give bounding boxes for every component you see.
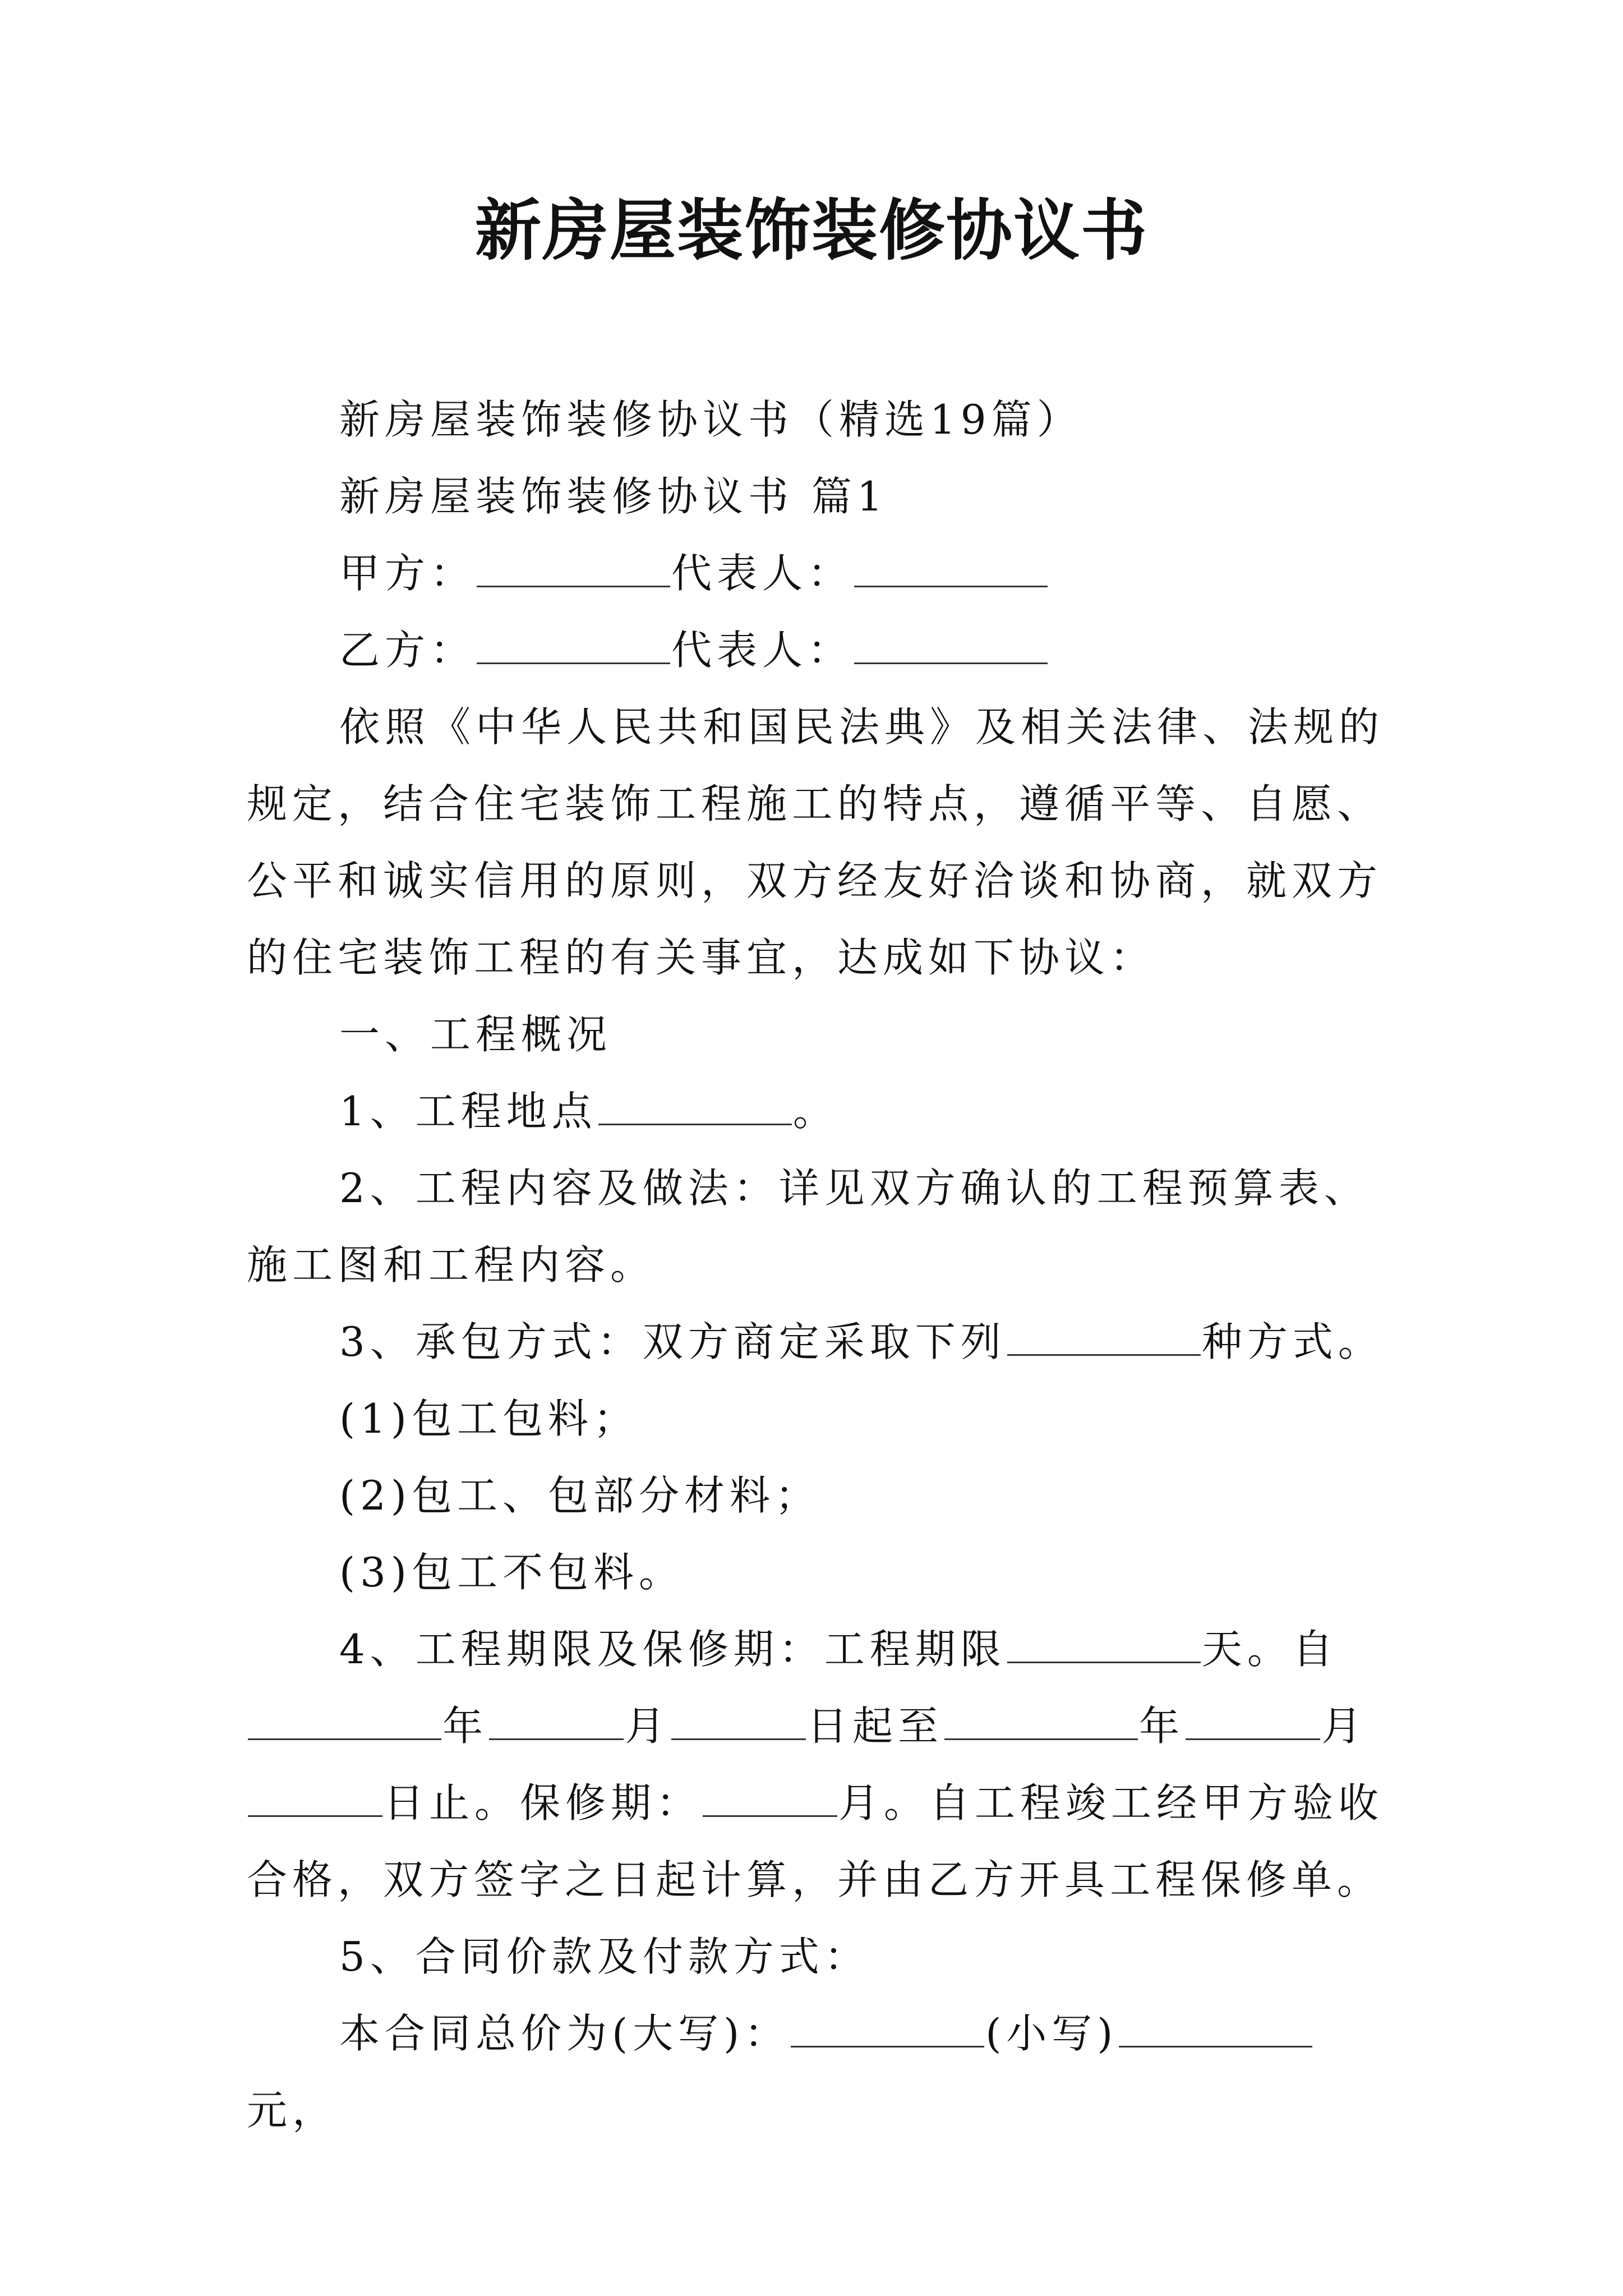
party-b-representative-label: 代表人： <box>671 627 854 674</box>
start-year-blank <box>248 1700 441 1740</box>
intro-paragraph: 依照《中华人民共和国民法典》及相关法律、法规的规定，结合住宅装饰工程施工的特点，遵循平等、自愿、公平和诚实信用的原则，双方经友好洽谈和协商，就双方的住宅装饰工程的有关事宜，达成如下协议： <box>247 703 1385 981</box>
option-2: (2)包工、包部分材料； <box>339 1472 820 1519</box>
party-b-blank <box>477 624 670 664</box>
document-body <box>247 381 1385 2149</box>
item-5-price: 5、合同价款及付款方式： <box>339 1933 870 1980</box>
item-1-suffix: 。 <box>792 1088 838 1135</box>
days-blank <box>1007 1623 1201 1663</box>
item-3-prefix: 3、承包方式：双方商定采取下列 <box>339 1318 1006 1365</box>
item-4-a: 4、工程期限及保修期：工程期限 <box>339 1626 1006 1673</box>
item-1-prefix: 1、工程地点 <box>339 1088 597 1135</box>
start-month-blank <box>489 1700 624 1740</box>
end-month-blank <box>1186 1700 1320 1740</box>
end-year-label: 年 <box>1139 1703 1185 1750</box>
party-b-line <box>247 612 1385 689</box>
item-4-c: 日起至 <box>807 1703 944 1750</box>
warranty-months-blank <box>703 1777 837 1817</box>
item-4-period <box>247 1611 1385 1918</box>
section-title: 新房屋装饰装修协议书 篇1 <box>339 473 888 520</box>
price-uppercase-blank <box>791 2008 984 2047</box>
location-blank <box>598 1085 792 1125</box>
document-subtitle: 新房屋装饰装修协议书（精选19篇） <box>339 396 1082 443</box>
party-a-representative-label: 代表人： <box>671 550 854 597</box>
price-line <box>247 1995 1385 2149</box>
price-suffix: 元， <box>247 2087 338 2134</box>
party-b-label: 乙方： <box>339 627 476 674</box>
item-2-content: 2、工程内容及做法：详见双方确认的工程预算表、施工图和工程内容。 <box>247 1165 1370 1289</box>
price-lowercase-blank <box>1119 2008 1312 2047</box>
item-4-b: 天。自 <box>1201 1626 1338 1673</box>
document-title: 新房屋装饰装修协议书 <box>474 191 1148 269</box>
party-a-line <box>247 535 1385 612</box>
start-day-blank <box>671 1700 806 1740</box>
party-b-representative-blank <box>854 624 1048 664</box>
option-3: (3)包工不包料。 <box>339 1549 684 1596</box>
party-a-blank <box>477 547 670 587</box>
mode-blank <box>1007 1316 1201 1356</box>
party-a-representative-blank <box>854 547 1048 587</box>
price-prefix: 本合同总价为(大写)： <box>339 2010 790 2057</box>
item-3-contract-mode <box>247 1304 1385 1381</box>
price-mid: (小写) <box>985 2010 1118 2057</box>
item-4-d: 日止。保修期： <box>384 1779 702 1826</box>
end-month-label: 月 <box>1321 1703 1367 1750</box>
item-3-suffix: 种方式。 <box>1201 1318 1384 1365</box>
end-day-blank <box>248 1777 382 1817</box>
end-year-blank <box>944 1700 1138 1740</box>
item-4-e: 月。自工程竣工经甲方验收合格，双方签字之日起计算，并由乙方开具工程保修单。 <box>247 1779 1384 1903</box>
option-1: (1)包工包料； <box>339 1395 639 1442</box>
item-1-location <box>247 1073 1385 1150</box>
start-month-label: 月 <box>625 1703 671 1750</box>
heading-project-overview: 一、工程概况 <box>339 1011 612 1058</box>
party-a-label: 甲方： <box>339 550 476 597</box>
start-year-label: 年 <box>442 1703 488 1750</box>
